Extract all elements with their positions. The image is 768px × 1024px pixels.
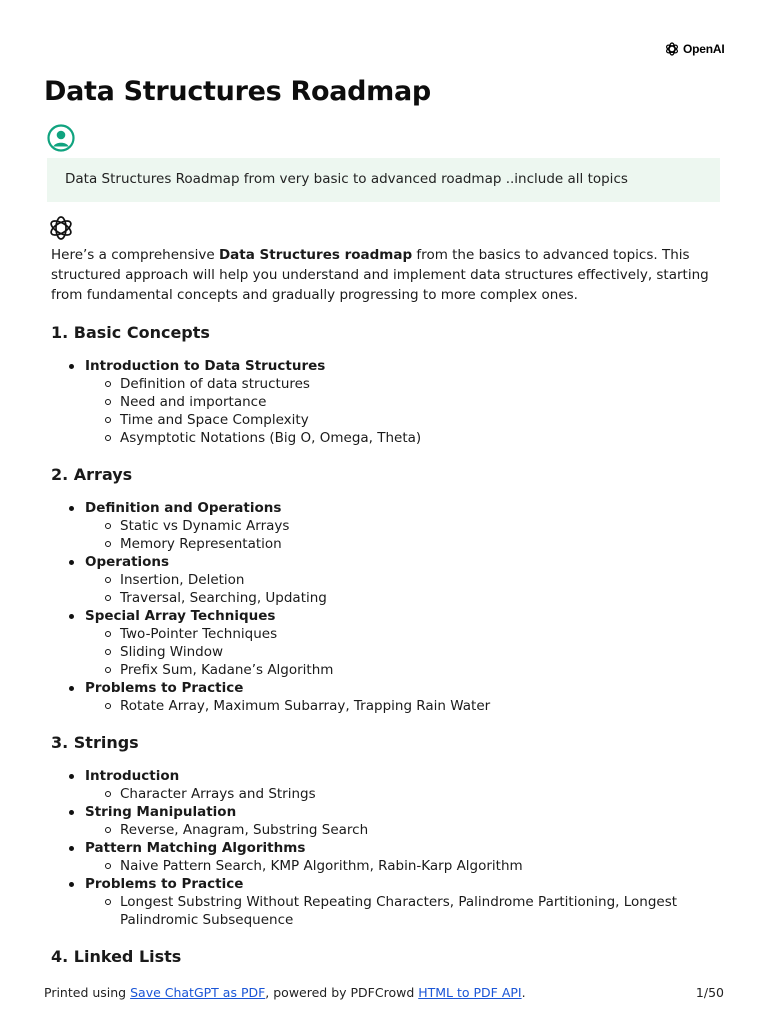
chatgpt-icon [47,214,75,242]
subtopic-item: Naive Pattern Search, KMP Algorithm, Rabin-Karp Algorithm [85,857,726,875]
user-avatar-icon [47,124,75,152]
subtopic-item: Static vs Dynamic Arrays [85,517,726,535]
page-title: Data Structures Roadmap [44,76,431,107]
subtopic-item: Character Arrays and Strings [85,785,726,803]
topic-label: Introduction [85,768,180,785]
section-heading: 1. Basic Concepts [51,323,210,343]
subtopic-list [85,517,726,553]
subtopic-list [85,785,726,803]
topic-item [51,767,726,803]
topic-item [51,875,726,929]
topic-item [51,607,726,679]
topic-label: Problems to Practice [85,876,244,893]
page-number: 1/50 [695,985,724,1000]
subtopic-item: Sliding Window [85,643,726,661]
intro-text-start: Here’s a comprehensive [51,247,219,263]
subtopic-item: Traversal, Searching, Updating [85,589,726,607]
topic-item [51,499,726,553]
topic-label: Problems to Practice [85,680,244,697]
subtopic-list [85,857,726,875]
topic-item [51,803,726,839]
intro-text-end: from the basics to advanced topics. This structured approach will help you understand and implement data structures effectively, starting from fundamental concepts and gradually progressing to more complex ones. [51,247,709,303]
topic-list [51,767,726,929]
subtopic-list [85,571,726,607]
topic-label: Definition and Operations [85,500,282,517]
topic-label: Operations [85,554,170,571]
subtopic-item: Memory Representation [85,535,726,553]
save-chatgpt-pdf-link[interactable]: Save ChatGPT as PDF [130,985,266,1000]
topic-label: Pattern Matching Algorithms [85,840,306,857]
subtopic-item: Need and importance [85,393,726,411]
html-to-pdf-link[interactable]: HTML to PDF API [418,985,522,1000]
subtopic-item: Asymptotic Notations (Big O, Omega, Theta) [85,429,726,447]
subtopic-item: Definition of data structures [85,375,726,393]
topic-list [51,357,726,447]
footer-middle: , powered by PDFCrowd [265,985,419,1000]
sections-container [51,323,726,967]
subtopic-item: Time and Space Complexity [85,411,726,429]
footer-suffix: . [521,985,526,1000]
topic-label: Special Array Techniques [85,608,276,625]
section-heading: 4. Linked Lists [51,947,182,967]
topic-item [51,357,726,447]
footer [44,985,724,1000]
subtopic-list [85,893,726,929]
subtopic-item: Two-Pointer Techniques [85,625,726,643]
openai-icon [664,41,680,57]
section-heading: 3. Strings [51,733,139,753]
openai-logo-text: OpenAI [683,42,725,56]
openai-logo [664,41,724,57]
topic-label: String Manipulation [85,804,237,821]
subtopic-item: Longest Substring Without Repeating Characters, Palindrome Partitioning, Longest Palindromic Subsequence [85,893,726,929]
subtopic-list [85,375,726,447]
subtopic-item: Rotate Array, Maximum Subarray, Trapping Rain Water [85,697,726,715]
topic-label: Introduction to Data Structures [85,358,326,375]
topic-list [51,499,726,715]
topic-item [51,839,726,875]
response-content [51,246,726,981]
subtopic-item: Prefix Sum, Kadane’s Algorithm [85,661,726,679]
intro-bold-text: Data Structures roadmap [218,247,413,263]
user-prompt: Data Structures Roadmap from very basic to advanced roadmap ..include all topics [47,158,720,202]
footer-credit [44,985,526,1000]
subtopic-list [85,821,726,839]
intro-paragraph [51,246,726,305]
subtopic-item: Insertion, Deletion [85,571,726,589]
footer-prefix: Printed using [44,985,131,1000]
subtopic-list [85,625,726,679]
subtopic-item: Reverse, Anagram, Substring Search [85,821,726,839]
subtopic-list [85,697,726,715]
section-heading: 2. Arrays [51,465,133,485]
topic-item [51,679,726,715]
topic-item [51,553,726,607]
